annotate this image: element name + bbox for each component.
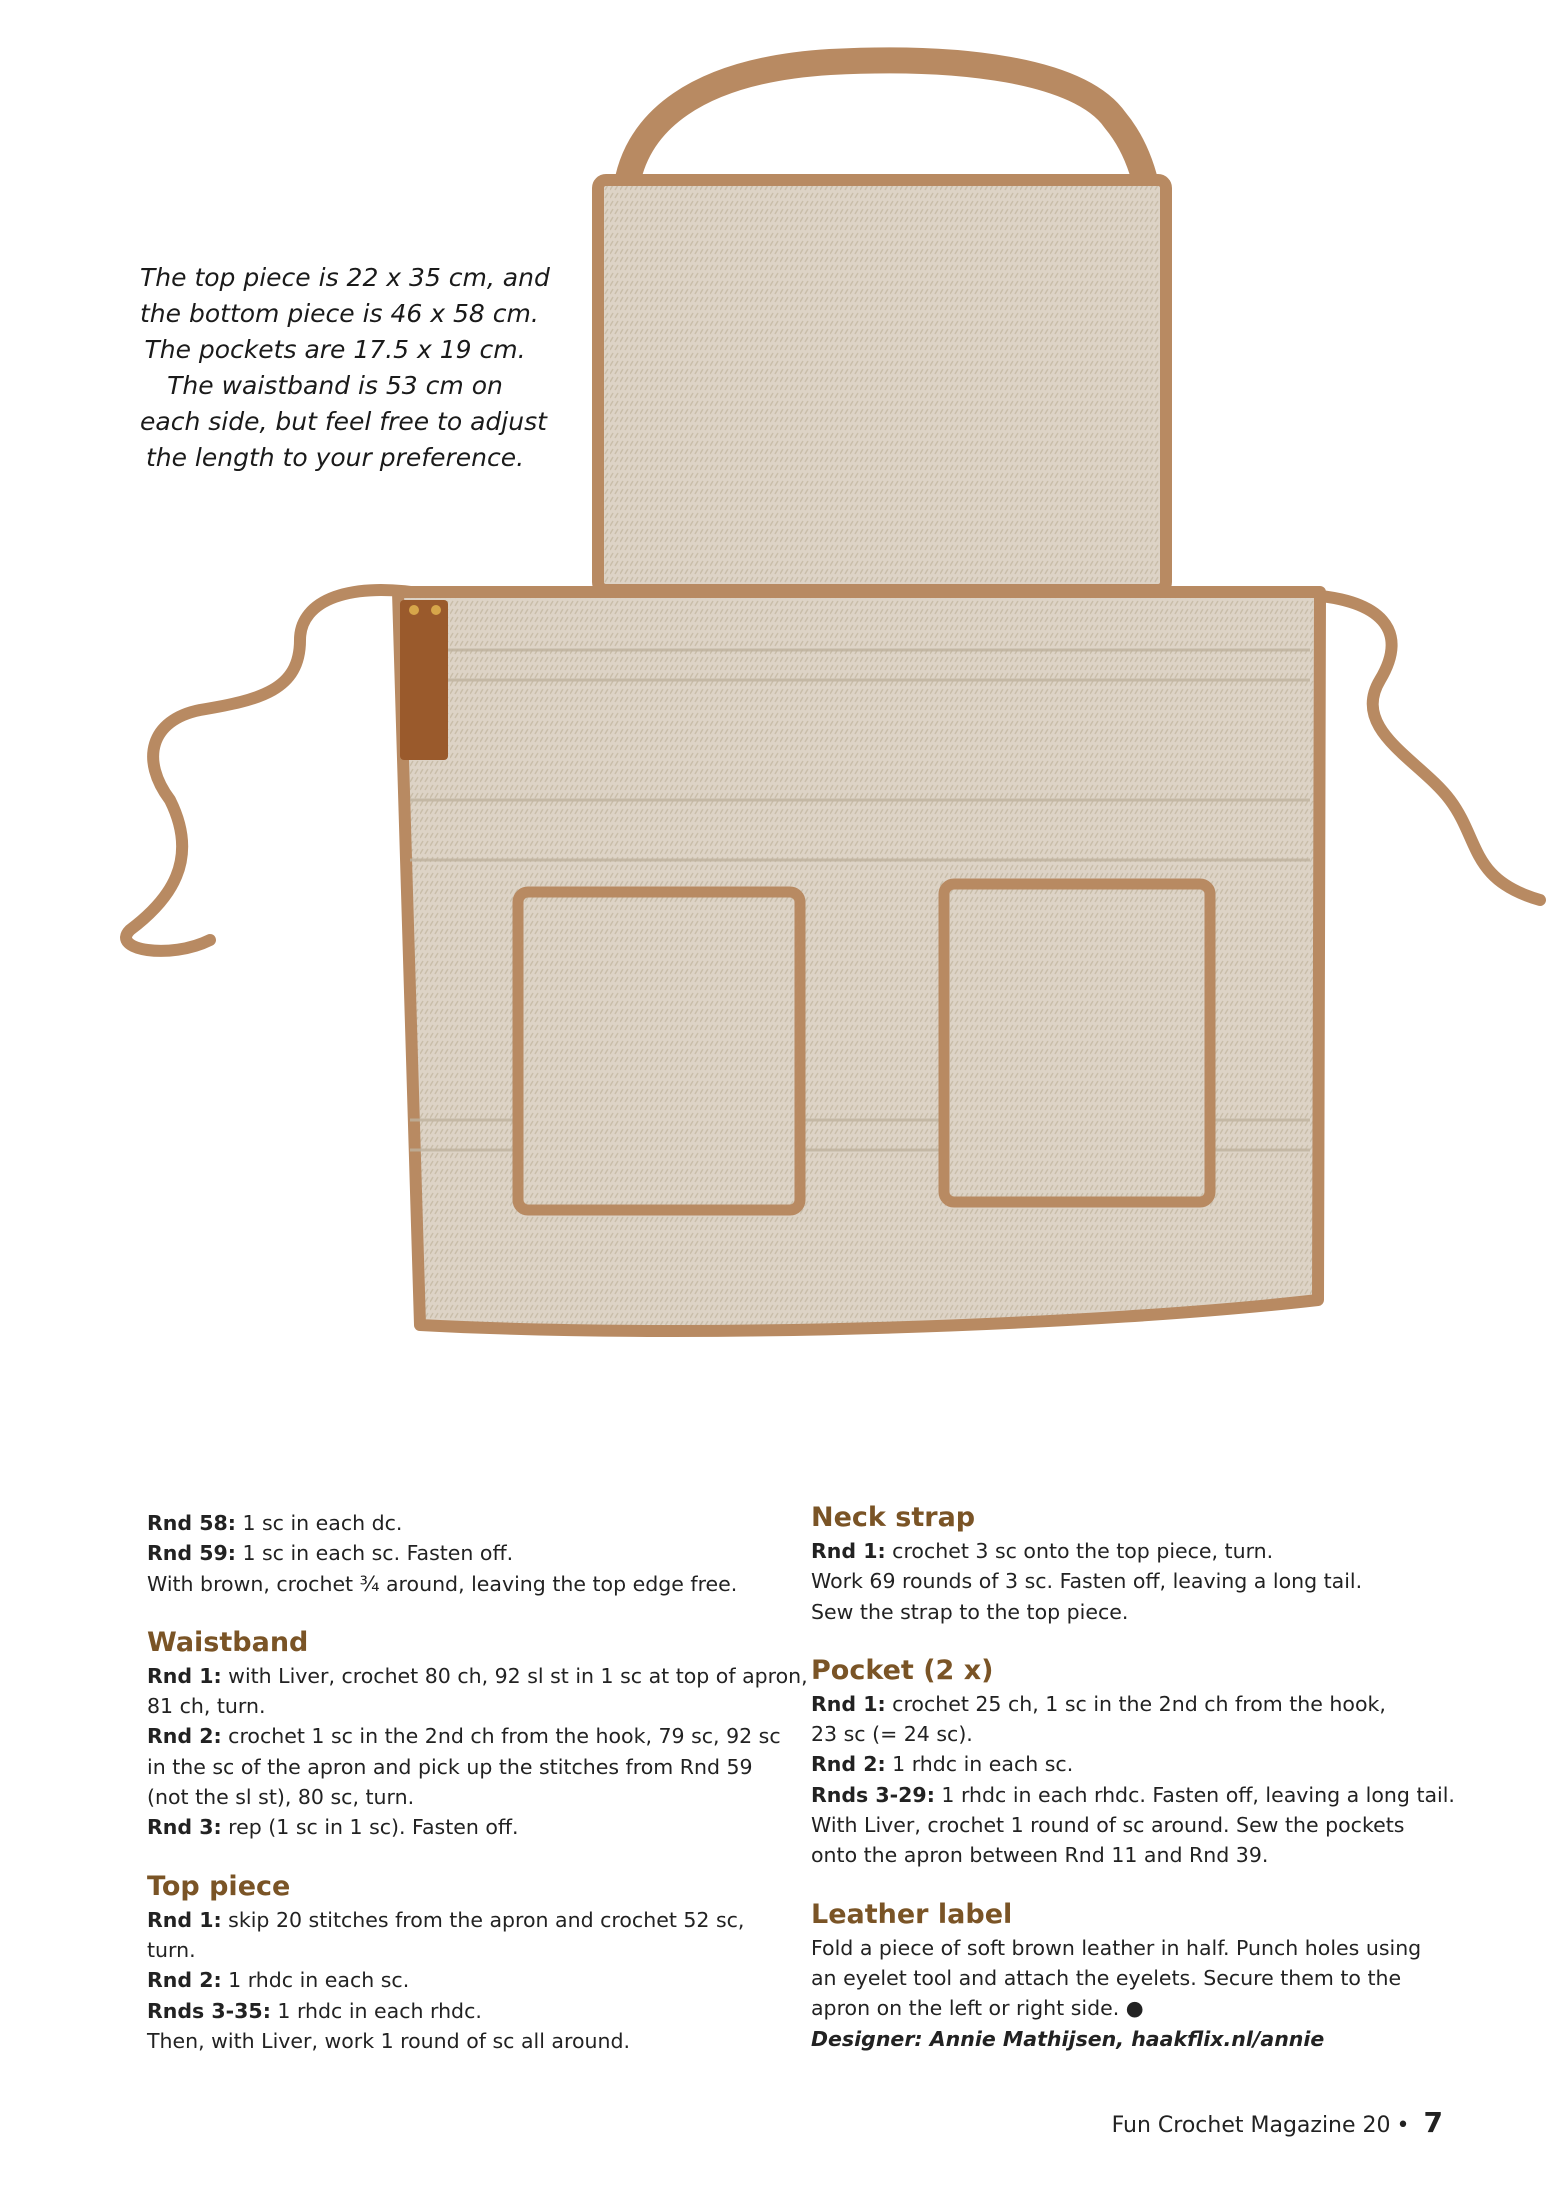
section-heading-top-piece: Top piece <box>147 1870 291 1902</box>
left-column <box>147 1508 808 2056</box>
instruction-line: Rnd 3: rep (1 sc in 1 sc). Fasten off. <box>147 1815 519 1840</box>
instruction-line: Rnds 3-29: 1 rhdc in each rhdc. Fasten off, leaving a long tail. <box>811 1782 1455 1807</box>
instruction-line: With brown, crochet ¾ around, leaving the top edge free. <box>147 1571 738 1596</box>
magazine-title: Fun Crochet Magazine 20 <box>1111 2113 1391 2138</box>
footer-bullet: • <box>1396 2113 1410 2138</box>
instruction-line: Rnd 1: crochet 25 ch, 1 sc in the 2nd ch from the hook, <box>811 1691 1386 1716</box>
section-heading-pocket: Pocket (2 x) <box>811 1654 994 1686</box>
instruction-line: Rnd 1: skip 20 stitches from the apron and crochet 52 sc, <box>147 1907 745 1932</box>
instruction-line: Rnd 2: 1 rhdc in each sc. <box>147 1968 410 1993</box>
section-heading-leather-label: Leather label <box>811 1898 1013 1930</box>
leather-label <box>400 600 448 760</box>
instruction-line: With Liver, crochet 1 round of sc around. Sew the pockets <box>811 1813 1405 1838</box>
instruction-line: Fold a piece of soft brown leather in half. Punch holes using <box>811 1935 1422 1960</box>
instruction-line: an eyelet tool and attach the eyelets. Secure them to the <box>811 1965 1402 1990</box>
left-tie <box>126 590 430 951</box>
instruction-line: Work 69 rounds of 3 sc. Fasten off, leaving a long tail. <box>811 1569 1363 1594</box>
instruction-line: in the sc of the apron and pick up the stitches from Rnd 59 <box>147 1754 753 1779</box>
designer-credit: Designer: Annie Mathijsen, haakflix.nl/annie <box>811 2026 1325 2051</box>
instruction-line: Rnd 2: crochet 1 sc in the 2nd ch from the hook, 79 sc, 92 sc <box>147 1724 781 1749</box>
instruction-line: Rnd 58: 1 sc in each dc. <box>147 1511 403 1535</box>
caption-line: The top piece is 22 x 35 cm, and <box>140 263 550 292</box>
caption-line: the bottom piece is 46 x 58 cm. <box>140 299 539 328</box>
instruction-line: Sew the strap to the top piece. <box>811 1599 1129 1624</box>
instruction-line: 23 sc (= 24 sc). <box>811 1722 973 1747</box>
instruction-line: turn. <box>147 1937 196 1962</box>
caption-line: The waistband is 53 cm on <box>167 371 503 400</box>
caption-line: each side, but feel free to adjust <box>140 407 547 436</box>
instruction-line: Rnd 1: crochet 3 sc onto the top piece, turn. <box>811 1539 1274 1563</box>
instruction-line: Rnd 2: 1 rhdc in each sc. <box>811 1752 1074 1777</box>
right-pocket <box>944 884 1210 1202</box>
top-piece <box>598 180 1166 590</box>
section-heading-neck-strap: Neck strap <box>811 1502 976 1533</box>
instruction-line: (not the sl st), 80 sc, turn. <box>147 1785 415 1810</box>
page-number: 7 <box>1423 2106 1443 2139</box>
photo-caption <box>140 260 550 476</box>
instruction-line: Rnd 59: 1 sc in each sc. Fasten off. <box>147 1541 514 1566</box>
section-heading-waistband: Waistband <box>147 1626 309 1658</box>
instruction-line: apron on the left or right side. ● <box>811 1996 1144 2021</box>
left-pocket <box>518 892 800 1210</box>
instruction-line: Rnds 3-35: 1 rhdc in each rhdc. <box>147 1998 482 2023</box>
caption-line: the length to your preference. <box>145 443 525 472</box>
instruction-line: 81 ch, turn. <box>147 1694 266 1719</box>
page-footer <box>1112 2106 1443 2139</box>
instruction-line: Then, with Liver, work 1 round of sc all around. <box>147 2028 631 2053</box>
right-tie <box>1310 595 1540 900</box>
right-column <box>811 1500 1455 2054</box>
caption-line: The pockets are 17.5 x 19 cm. <box>144 335 526 364</box>
instruction-line: Rnd 1: with Liver, crochet 80 ch, 92 sl st in 1 sc at top of apron, <box>147 1663 808 1688</box>
instruction-line: onto the apron between Rnd 11 and Rnd 39. <box>811 1843 1269 1868</box>
